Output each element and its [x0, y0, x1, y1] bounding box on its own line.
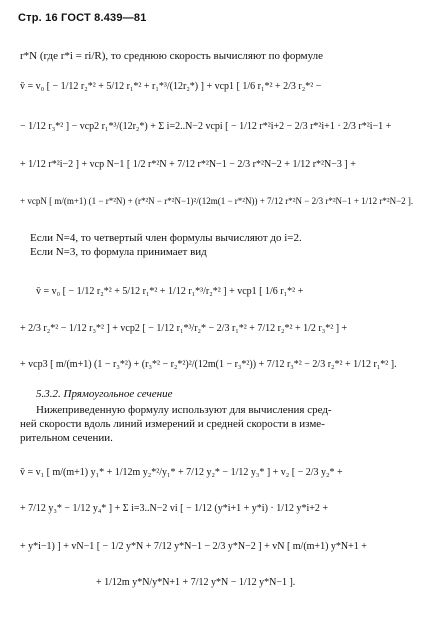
formula2-line3: + vср3 [ m/(m+1) (1 − r₃*²) + (r₃*² − r₂*²)²/(12m(1 − r₃*²)) + 7/12 r₃*² − 2/3 r₂*² + 1/12 r₁*² ].: [20, 359, 397, 370]
para2-line1: Если N=4, то четвертый член формулы вычисляют до i=2.: [30, 232, 302, 244]
intro-text: r*N (где r*i = ri/R), то среднюю скорость вычисляют по формуле: [20, 50, 324, 62]
formula1-line3: + 1/12 r*²i−2 ] + vср N−1 [ 1/2 r*²N + 7/12 r*²N−1 − 2/3 r*²N−2 + 1/12 r*²N−3 ] +: [20, 159, 356, 170]
formula2-line1: v̄ = v₀ [ − 1/12 r₂*² + 5/12 r₁*² + 1/12 r₁*³/r₂*² ] + vср1 [ 1/6 r₁*² +: [36, 286, 304, 297]
para3-line1: Нижеприведенную формулу используют для вычисления сред-: [36, 404, 332, 416]
formula3-line1: v̄ = v₁ [ m/(m+1) y₁* + 1/12m y₂*²/y₁* + 7/12 y₂* − 1/12 y₃* ] + v₂ [ − 2/3 y₂* +: [20, 467, 343, 478]
formula3-line4: + 1/12m y*N/y*N+1 + 7/12 y*N − 1/12 y*N−1 ].: [96, 577, 296, 588]
formula1-line4: + vсрN [ m/(m+1) (1 − r*²N) + (r*²N − r*²N−1)²/(12m(1 − r*²N)) + 7/12 r*²N − 2/3 r*²N−1 + 1/12 r*²N−2 ].: [20, 196, 414, 206]
para3-line2: ней скорости вдоль линий измерений и средней скорости в изме-: [20, 418, 325, 430]
formula1-line2: − 1/12 r₃*² ] − vср2 r₁*³/(12r₂*) + Σ i=2..N−2 vсрi [ − 1/12 r*²i+2 − 2/3 r*²i+1 · 2/3 r*²i−1 +: [20, 121, 392, 132]
formula3-line2: + 7/12 y₃* − 1/12 y₄* ] + Σ i=3..N−2 vi [ − 1/12 (y*i+1 + y*i) · 1/12 y*i+2 +: [20, 503, 329, 514]
para2-line2: Если N=3, то формула принимает вид: [30, 246, 207, 258]
formula2-line2: + 2/3 r₂*² − 1/12 r₃*² ] + vср2 [ − 1/12 r₁*³/r₂* − 2/3 r₁*² + 7/12 r₂*² + 1/2 r₃*² ] +: [20, 323, 348, 334]
formula3-line3: + y*i−1) ] + vN−1 [ − 1/2 y*N + 7/12 y*N−1 − 2/3 y*N−2 ] + vN [ m/(m+1) y*N+1 +: [20, 541, 367, 552]
formula1-line1: v̄ = v₀ [ − 1/12 r₂*² + 5/12 r₁*² + r₁*³/(12r₂*) ] + vср1 [ 1/6 r₁*² + 2/3 r₂*² −: [20, 81, 322, 92]
page-header: Стр. 16 ГОСТ 8.439—81: [18, 12, 147, 24]
para3-line3: рительном сечении.: [20, 432, 113, 444]
section-title: 5.3.2. Прямоугольное сечение: [36, 388, 173, 400]
